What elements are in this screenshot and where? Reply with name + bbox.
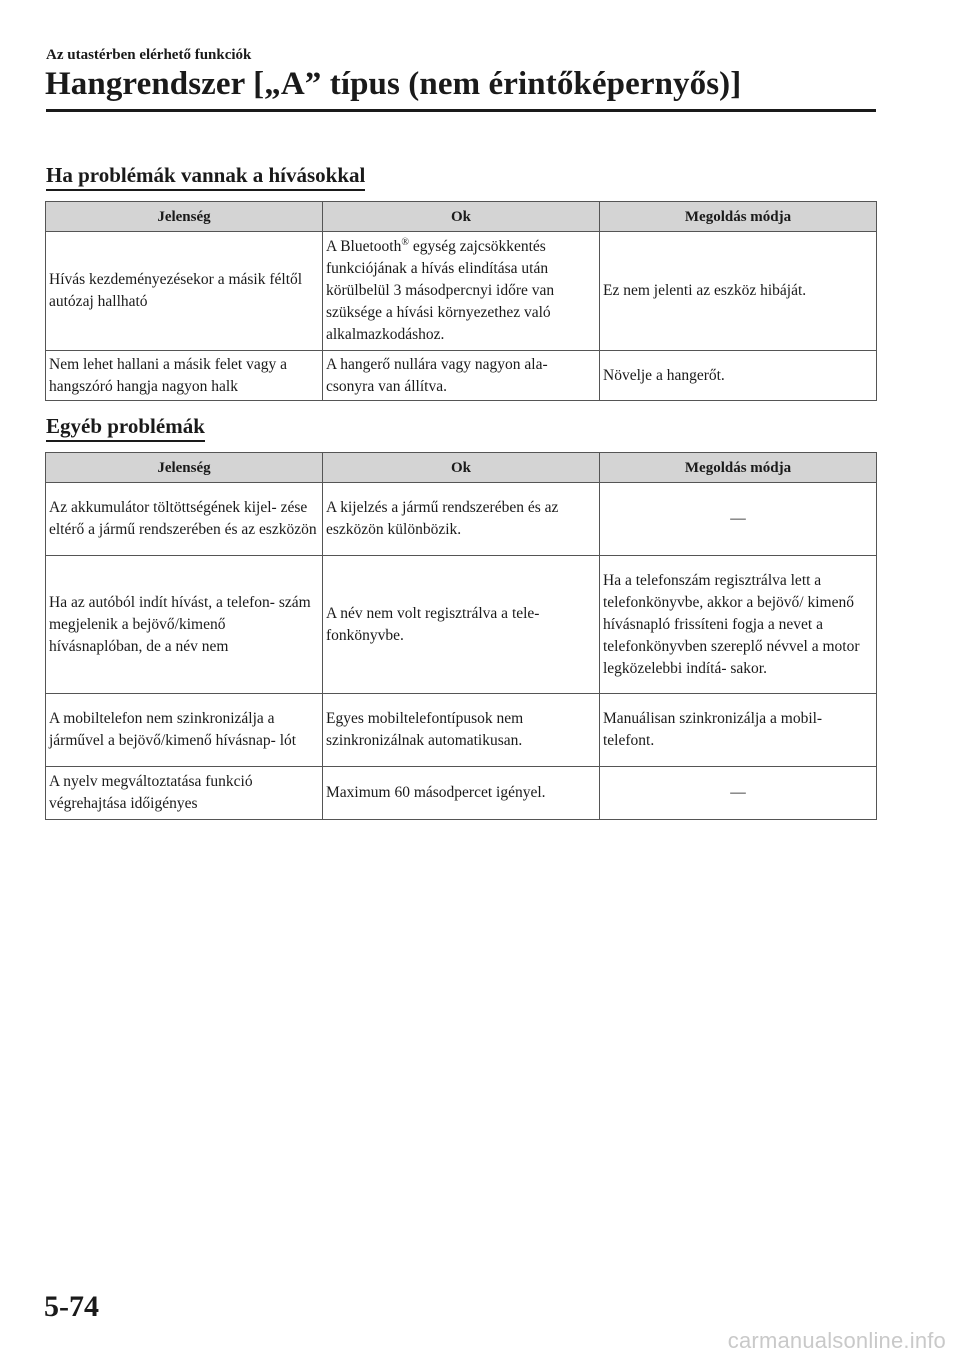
section-heading-calls: Ha problémák vannak a hívásokkal — [46, 163, 365, 191]
solution-cell: Ha a telefonszám regisztrálva lett a telefonkönyvbe, akkor a bejövő/ kimenő hívásnapló frissíteni fogja a nevet a telefonkönyvben szereplő névvel a motor legközelebbi indítá- sakor. — [600, 556, 877, 694]
cause-cell — [323, 232, 600, 351]
page-number: 5-74 — [44, 1290, 99, 1323]
column-header-cause: Ok — [323, 453, 600, 483]
solution-cell: Manuálisan szinkronizálja a mobil- telefont. — [600, 694, 877, 767]
solution-cell: — — [600, 483, 877, 556]
column-header-solution: Megoldás módja — [600, 453, 877, 483]
symptom-cell: Hívás kezdeményezésekor a másik féltől autózaj hallható — [46, 232, 323, 351]
table-row — [46, 232, 877, 351]
cause-cell: Egyes mobiltelefontípusok nem szinkronizálnak automatikusan. — [323, 694, 600, 767]
symptom-cell: Nem lehet hallani a másik felet vagy a hangszóró hangja nagyon halk — [46, 351, 323, 401]
solution-cell: Ez nem jelenti az eszköz hibáját. — [600, 232, 877, 351]
solution-cell: Növelje a hangerőt. — [600, 351, 877, 401]
cause-cell: Maximum 60 másodpercet igényel. — [323, 767, 600, 820]
column-header-symptom: Jelenség — [46, 202, 323, 232]
table-row — [46, 556, 877, 694]
cause-cell: A név nem volt regisztrálva a tele- fonkönyvbe. — [323, 556, 600, 694]
title-rule — [46, 109, 876, 112]
symptom-cell: A mobiltelefon nem szinkronizálja a járművel a bejövő/kimenő hívásnap- lót — [46, 694, 323, 767]
cause-text-continued: egység zajcsökkentés funkciójának a hívás elindítása után körülbelül 3 másodpercnyi időre van szüksége a hívási környezethez való alkalmazkodáshoz. — [326, 238, 555, 343]
solution-cell: — — [600, 767, 877, 820]
running-header: Az utastérben elérhető funkciók — [46, 47, 252, 63]
column-header-solution: Megoldás módja — [600, 202, 877, 232]
symptom-cell: A nyelv megváltoztatása funkció végrehajtása időigényes — [46, 767, 323, 820]
table-row — [46, 351, 877, 401]
cause-cell: A kijelzés a jármű rendszerében és az eszközön különbözik. — [323, 483, 600, 556]
table-header-row — [46, 202, 877, 232]
column-header-cause: Ok — [323, 202, 600, 232]
page-title: Hangrendszer [„A” típus (nem érintőképernyős)] — [45, 66, 742, 102]
symptom-cell: Az akkumulátor töltöttségének kijel- zése eltérő a jármű rendszerében és az eszközön — [46, 483, 323, 556]
other-troubleshooting-table — [45, 452, 877, 820]
table-header-row — [46, 453, 877, 483]
table-row — [46, 694, 877, 767]
column-header-symptom: Jelenség — [46, 453, 323, 483]
section-heading-other: Egyéb problémák — [46, 414, 205, 442]
table-row — [46, 483, 877, 556]
symptom-cell: Ha az autóból indít hívást, a telefon- szám megjelenik a bejövő/kimenő hívásnaplóban, de a név nem — [46, 556, 323, 694]
calls-troubleshooting-table — [45, 201, 877, 401]
table-row — [46, 767, 877, 820]
cause-cell: A hangerő nullára vagy nagyon ala- csonyra van állítva. — [323, 351, 600, 401]
watermark: carmanualsonline.info — [727, 1328, 946, 1353]
registered-mark: ® — [401, 236, 409, 248]
cause-text: A Bluetooth — [326, 238, 402, 255]
